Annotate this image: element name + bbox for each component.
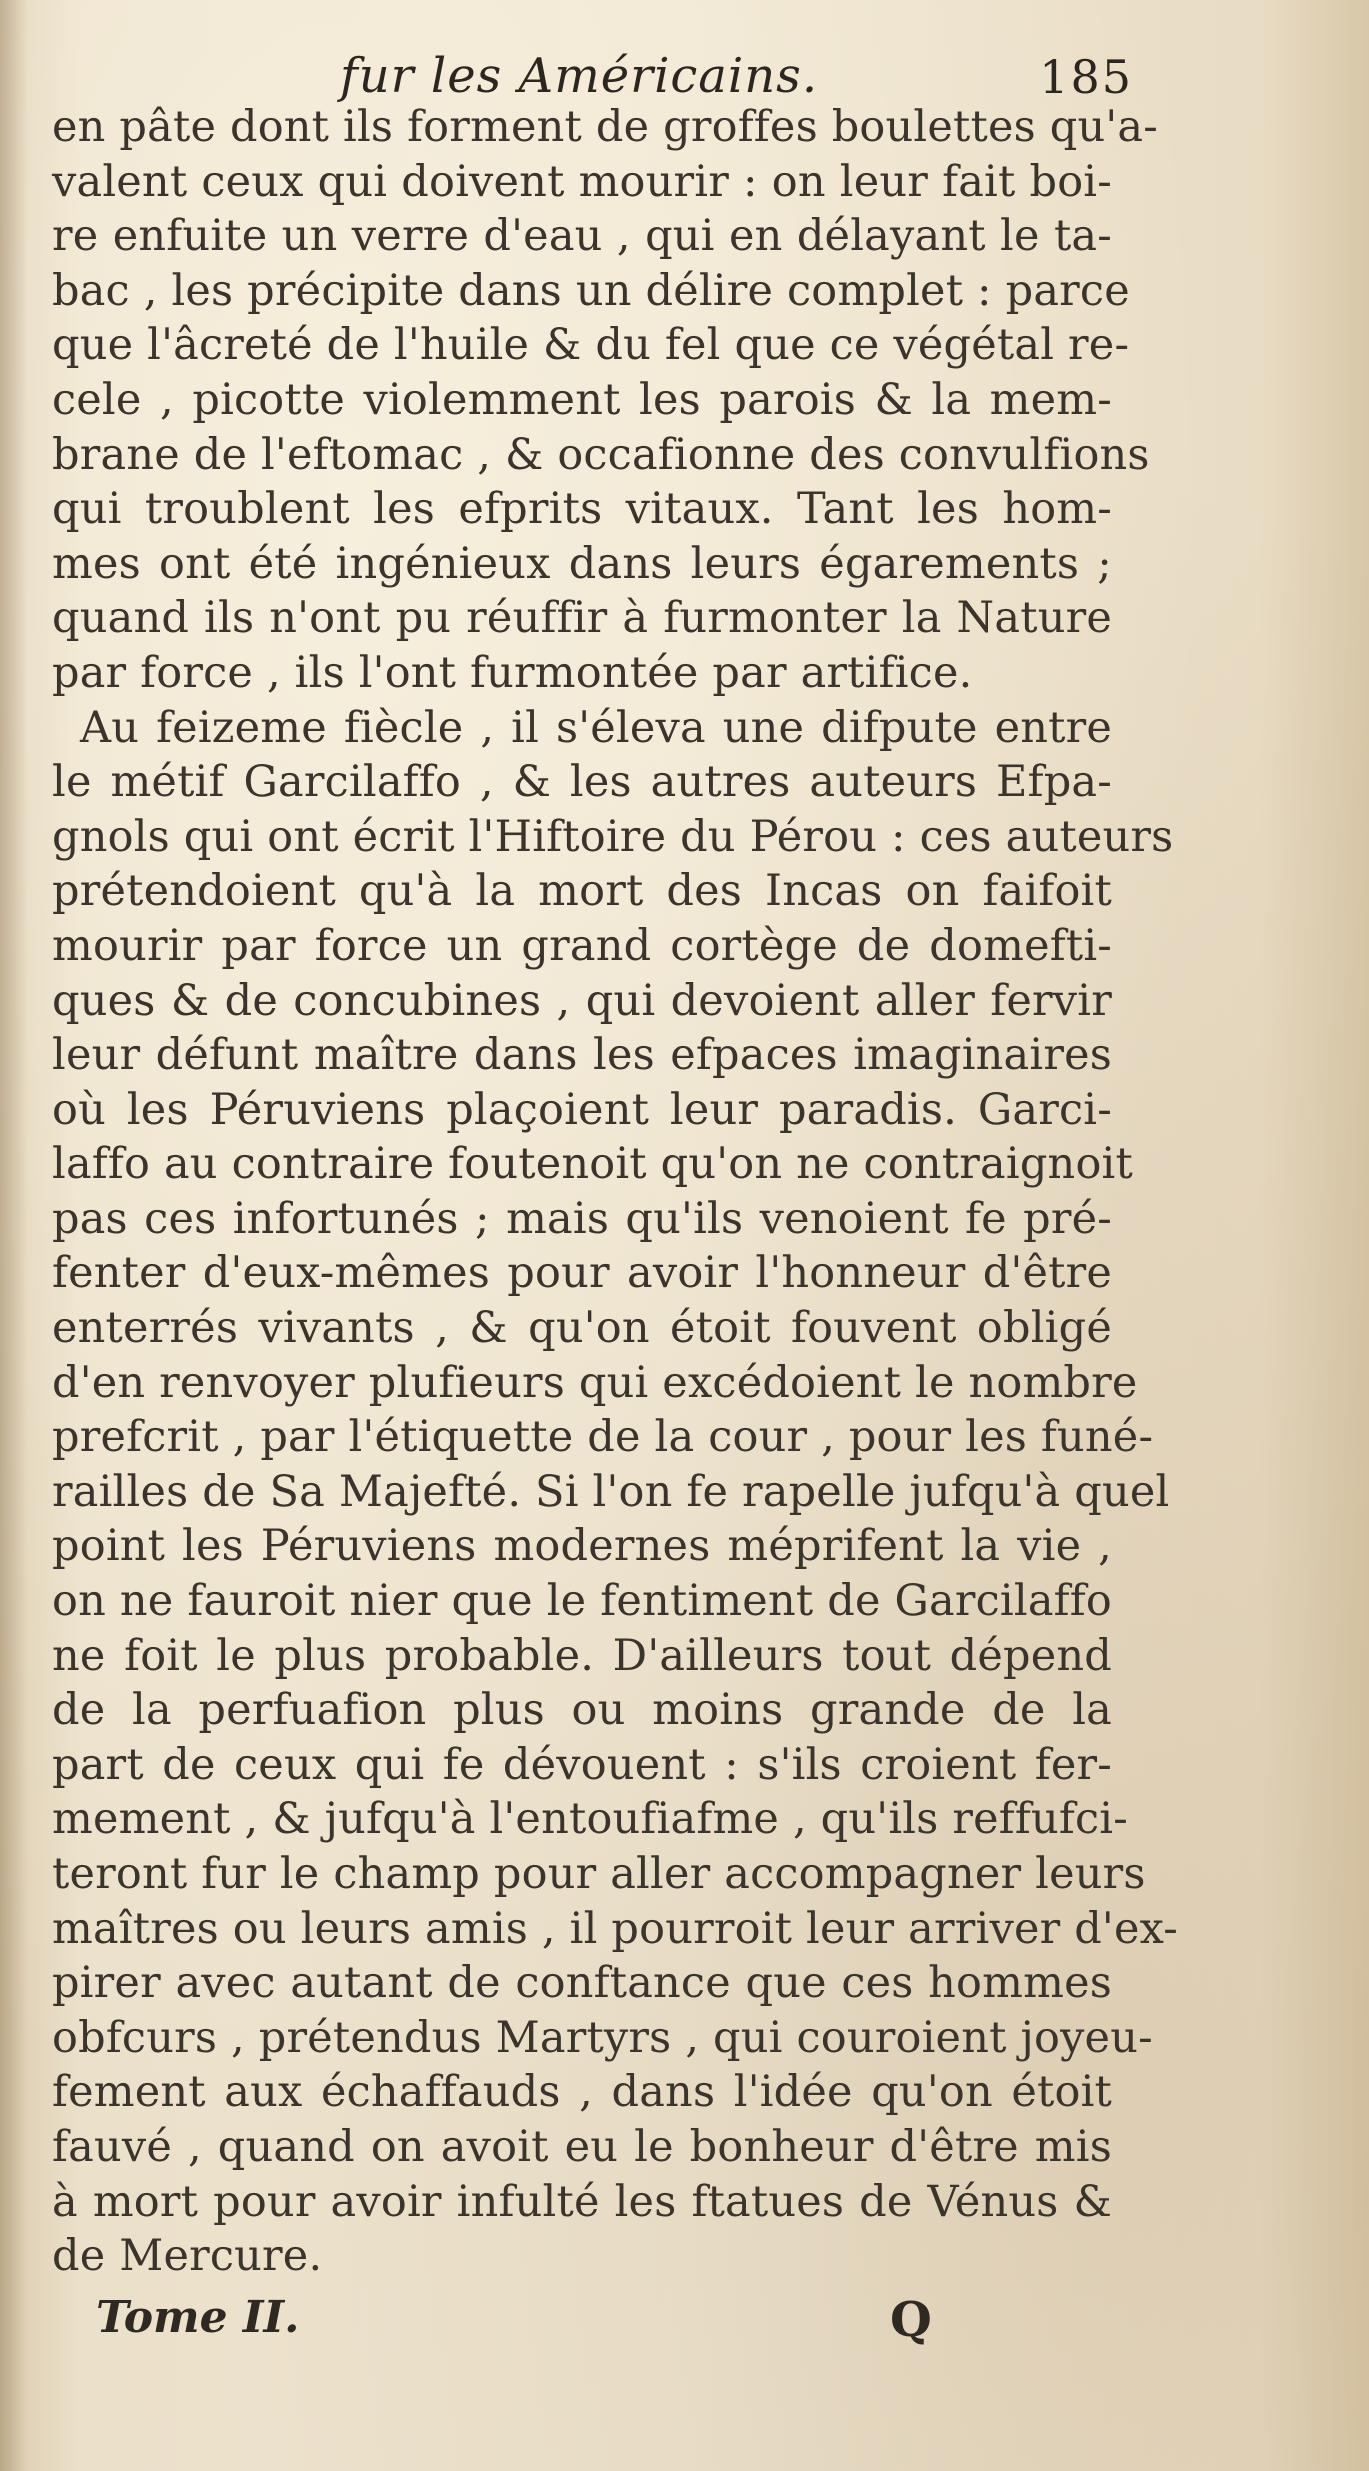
- text-line: à mort pour avoir infulté les ftatues de Vénus &: [52, 2176, 1112, 2227]
- page-number: 185: [1039, 50, 1133, 104]
- paragraph-end-line: de Mercure.: [52, 2231, 323, 2282]
- text-line: part de ceux qui fe dévouent : s'ils croient fer-: [52, 1739, 1112, 1790]
- volume-signature: Tome II.: [96, 2292, 300, 2343]
- text-line: mement , & jufqu'à l'entoufiafme , qu'ils reffufci-: [52, 1794, 1128, 1845]
- text-line: maîtres ou leurs amis , il pourroit leur arriver d'ex-: [52, 1903, 1179, 1954]
- text-line: prétendoient qu'à la mort des Incas on faifoit: [52, 866, 1112, 917]
- text-line: en pâte dont ils forment de groffes boulettes qu'a-: [52, 102, 1158, 152]
- text-line: mes ont été ingénieux dans leurs égarements ;: [52, 538, 1112, 589]
- text-line: pirer avec autant de conftance que ces hommes: [52, 1958, 1112, 2009]
- text-line: où les Péruviens plaçoient leur paradis. Garci-: [52, 1084, 1112, 1135]
- text-line: d'en renvoyer plufieurs qui excédoient le nombre: [52, 1357, 1138, 1408]
- text-line: point les Péruviens modernes méprifent la vie ,: [52, 1521, 1112, 1572]
- text-line: fenter d'eux-mêmes pour avoir l'honneur d'être: [52, 1248, 1112, 1299]
- text-line: re enfuite un verre d'eau , qui en délayant le ta-: [52, 211, 1112, 262]
- text-line: qui troublent les efprits vitaux. Tant les hom-: [52, 484, 1112, 535]
- gathering-signature: Q: [890, 2292, 932, 2348]
- text-line: brane de l'eftomac , & occafionne des convulfions: [52, 429, 1150, 480]
- text-line: pas ces infortunés ; mais qu'ils venoient fe pré-: [52, 1193, 1112, 1244]
- text-line: prefcrit , par l'étiquette de la cour , pour les funé-: [52, 1412, 1154, 1463]
- text-line: quand ils n'ont pu réuffir à furmonter la Nature: [52, 593, 1112, 644]
- text-line: ques & de concubines , qui devoient aller fervir: [52, 975, 1112, 1026]
- text-line: teront fur le champ pour aller accompagner leurs: [52, 1849, 1146, 1899]
- body-text: [52, 100, 1179, 2284]
- text-line: leur défunt maître dans les efpaces imaginaires: [52, 1030, 1112, 1081]
- paragraph-end-line: par force , ils l'ont furmontée par artifice.: [52, 647, 973, 698]
- text-line: mourir par force un grand cortège de domefti-: [52, 920, 1112, 971]
- text-line: valent ceux qui doivent mourir : on leur fait boi-: [52, 156, 1112, 207]
- text-line: cele , picotte violemment les parois & la mem-: [52, 374, 1112, 425]
- page-footer: [0, 2292, 1369, 2362]
- paragraph-start-line: Au feizeme fiècle , il s'éleva une difpute entre: [80, 702, 1112, 753]
- text-line: fement aux échaffauds , dans l'idée qu'on étoit: [52, 2067, 1112, 2118]
- text-line: bac , les précipite dans un délire complet : parce: [52, 265, 1130, 316]
- text-line: railles de Sa Majefté. Si l'on fe rapelle jufqu'à quel: [52, 1466, 1170, 1517]
- text-line: que l'âcreté de l'huile & du fel que ce végétal re-: [52, 320, 1130, 371]
- text-line: obfcurs , prétendus Martyrs , qui couroient joyeu-: [52, 2012, 1153, 2063]
- text-line: enterrés vivants , & qu'on étoit fouvent obligé: [52, 1303, 1112, 1354]
- text-line: fauvé , quand on avoit eu le bonheur d'être mis: [52, 2121, 1112, 2172]
- text-line: laffo au contraire foutenoit qu'on ne contraignoit: [52, 1139, 1133, 1190]
- running-title: fur les Américains.: [340, 48, 819, 104]
- page-gutter-shadow: [0, 0, 28, 2471]
- text-line: gnols qui ont écrit l'Hiftoire du Pérou : ces auteurs: [52, 811, 1174, 862]
- text-line: de la perfuafion plus ou moins grande de la: [52, 1685, 1112, 1736]
- text-line: le métif Garcilaffo , & les autres auteurs Efpa-: [52, 757, 1112, 808]
- text-line: ne foit le plus probable. D'ailleurs tout dépend: [52, 1630, 1112, 1681]
- text-line: on ne fauroit nier que le fentiment de Garcilaffo: [52, 1576, 1112, 1627]
